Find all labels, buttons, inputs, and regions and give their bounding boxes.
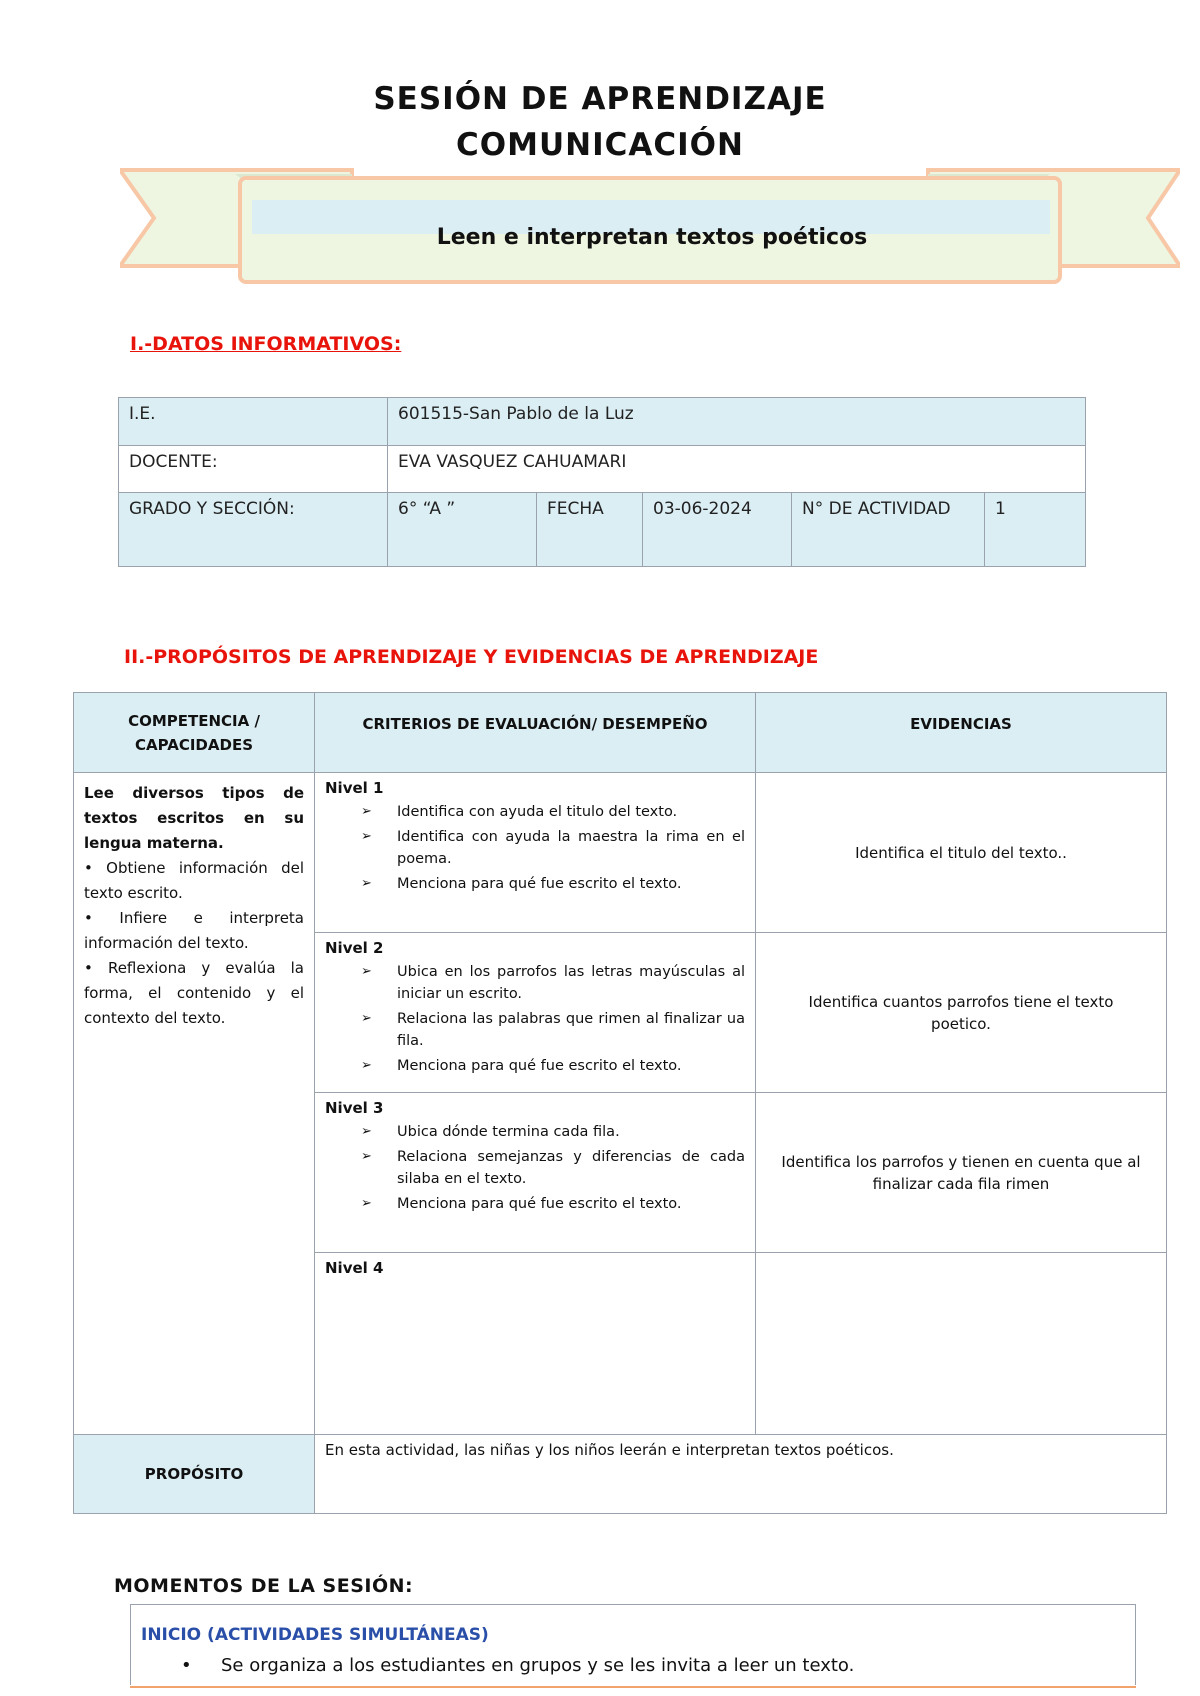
bullet-icon: • bbox=[181, 1655, 192, 1676]
criterio-item: ➢ Relaciona semejanzas y diferencias de cada silaba en el texto. bbox=[361, 1146, 745, 1190]
arrow-bullet-icon: ➢ bbox=[361, 876, 372, 891]
proposito-label: PROPÓSITO bbox=[74, 1435, 315, 1514]
arrow-bullet-icon: ➢ bbox=[361, 1011, 372, 1026]
arrow-bullet-icon: ➢ bbox=[361, 1149, 372, 1164]
docente-label: DOCENTE: bbox=[119, 446, 388, 493]
arrow-bullet-icon: ➢ bbox=[361, 964, 372, 979]
grado-value: 6° “A ” bbox=[388, 493, 537, 567]
criterio-item: ➢ Identifica con ayuda el titulo del texto. bbox=[361, 801, 745, 823]
evidencia-nivel-2: Identifica cuantos parrofos tiene el texto poetico. bbox=[756, 933, 1167, 1093]
arrow-bullet-icon: ➢ bbox=[361, 1124, 372, 1139]
grado-label: GRADO Y SECCIÓN: bbox=[119, 493, 388, 567]
arrow-bullet-icon: ➢ bbox=[361, 1196, 372, 1211]
banner-title: Leen e interpretan textos poéticos bbox=[436, 225, 868, 250]
propositos-table bbox=[73, 692, 1167, 1514]
capacidad-item: • Reflexiona y evalúa la forma, el contenido y el contexto del texto. bbox=[84, 959, 304, 1027]
inicio-box: INICIO (ACTIVIDADES SIMULTÁNEAS) • Se organiza a los estudiantes en grupos y se les invita a leer un texto. bbox=[130, 1604, 1136, 1685]
evidencia-nivel-4 bbox=[756, 1253, 1167, 1435]
nivel-4-cell bbox=[315, 1253, 756, 1435]
nivel-2-cell bbox=[315, 933, 756, 1093]
competencia-cell bbox=[74, 773, 315, 1435]
actividad-label: N° DE ACTIVIDAD bbox=[792, 493, 985, 567]
arrow-bullet-icon: ➢ bbox=[361, 804, 372, 819]
fecha-value: 03-06-2024 bbox=[643, 493, 792, 567]
criterio-item: ➢ Menciona para qué fue escrito el texto. bbox=[361, 1055, 745, 1077]
section-1-heading: I.-DATOS INFORMATIVOS: bbox=[130, 333, 402, 355]
actividad-value: 1 bbox=[985, 493, 1086, 567]
title-line-2: COMUNICACIÓN bbox=[456, 127, 744, 163]
criterio-item: ➢ Menciona para qué fue escrito el texto. bbox=[361, 1193, 745, 1215]
fecha-label: FECHA bbox=[537, 493, 643, 567]
criterio-item: ➢ Identifica con ayuda la maestra la rima en el poema. bbox=[361, 826, 745, 870]
inicio-title: INICIO (ACTIVIDADES SIMULTÁNEAS) bbox=[141, 1625, 489, 1645]
nivel-3-title: Nivel 3 bbox=[325, 1099, 384, 1117]
datos-informativos-table bbox=[118, 397, 1086, 567]
capacidad-item: • Infiere e interpreta información del texto. bbox=[84, 909, 304, 952]
capacidad-item: • Obtiene información del texto escrito. bbox=[84, 859, 304, 902]
arrow-bullet-icon: ➢ bbox=[361, 1058, 372, 1073]
ie-label: I.E. bbox=[119, 398, 388, 446]
competencia-title: Lee diversos tipos de textos escritos en su lengua materna. bbox=[84, 784, 304, 852]
page-title bbox=[0, 76, 1200, 168]
col-evidencias-header: EVIDENCIAS bbox=[756, 693, 1167, 773]
title-line-1: SESIÓN DE APRENDIZAJE bbox=[373, 81, 827, 117]
criterio-item: ➢ Relaciona las palabras que rimen al finalizar ua fila. bbox=[361, 1008, 745, 1052]
docente-value: EVA VASQUEZ CAHUAMARI bbox=[388, 446, 1086, 493]
evidencia-nivel-1: Identifica el titulo del texto.. bbox=[756, 773, 1167, 933]
nivel-4-title: Nivel 4 bbox=[325, 1259, 384, 1277]
criterio-item: ➢ Menciona para qué fue escrito el texto. bbox=[361, 873, 745, 895]
divider bbox=[130, 1686, 1136, 1688]
nivel-1-cell bbox=[315, 773, 756, 933]
momentos-heading: MOMENTOS DE LA SESIÓN: bbox=[114, 1575, 414, 1597]
section-2-heading: II.-PROPÓSITOS DE APRENDIZAJE Y EVIDENCIAS DE APRENDIZAJE bbox=[124, 646, 819, 668]
arrow-bullet-icon: ➢ bbox=[361, 829, 372, 844]
nivel-2-title: Nivel 2 bbox=[325, 939, 384, 957]
criterio-item: ➢ Ubica dónde termina cada fila. bbox=[361, 1121, 745, 1143]
evidencia-nivel-3: Identifica los parrofos y tienen en cuenta que al finalizar cada fila rimen bbox=[756, 1093, 1167, 1253]
ie-value: 601515-San Pablo de la Luz bbox=[388, 398, 1086, 446]
proposito-text: En esta actividad, las niñas y los niños leerán e interpretan textos poéticos. bbox=[315, 1435, 1167, 1514]
criterio-item: ➢ Ubica en los parrofos las letras mayúsculas al iniciar un escrito. bbox=[361, 961, 745, 1005]
nivel-3-cell bbox=[315, 1093, 756, 1253]
col-competencia-header: COMPETENCIA / CAPACIDADES bbox=[74, 693, 315, 773]
nivel-1-title: Nivel 1 bbox=[325, 779, 384, 797]
col-criterios-header: CRITERIOS DE EVALUACIÓN/ DESEMPEÑO bbox=[315, 693, 756, 773]
